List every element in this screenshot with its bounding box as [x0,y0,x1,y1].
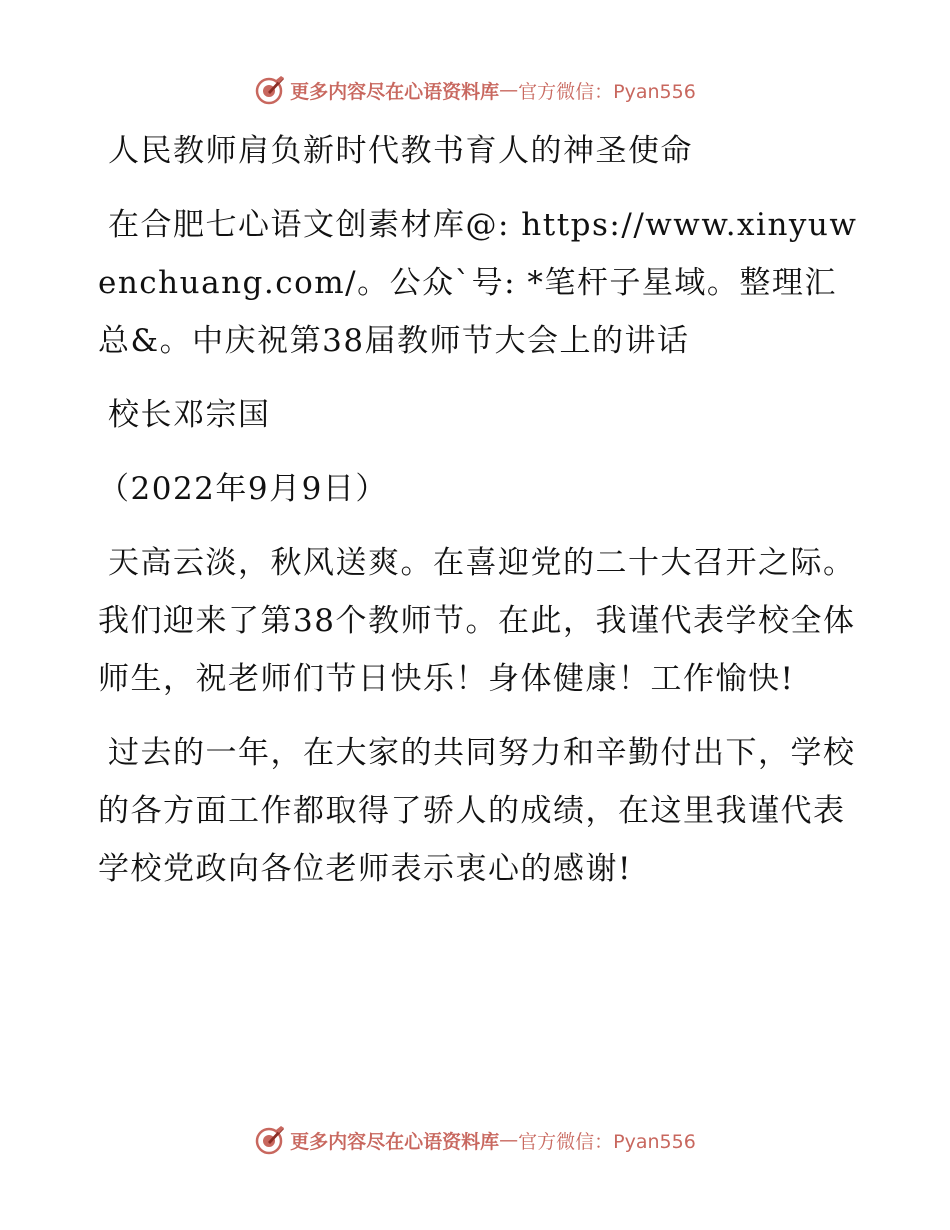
banner-main-text: 更多内容尽在心语资料库 [290,1130,500,1153]
banner-separator: — [499,1129,519,1151]
banner-wechat-text: 官方微信：Pyan556 [518,1130,696,1153]
paragraph-2: 过去的一年，在大家的共同努力和辛勤付出下，学校的各方面工作都取得了骄人的成绩，在这里我谨代表学校党政向各位老师表示衷心的感谢! [98,735,856,887]
footer-watermark-banner [0,1120,950,1160]
author-line: 校长邓宗国 [108,397,271,433]
header-watermark-banner [0,70,950,110]
quill-logo-icon [254,1124,286,1156]
banner-separator: — [499,79,519,101]
document-title: 人民教师肩负新时代教书育人的神圣使命 [108,133,693,169]
quill-logo-icon [254,74,286,106]
source-line: 在合肥七心语文创素材库@: https://www.xinyuwenchuang.com/。公众`号: *笔杆子星域。整理汇总&。中庆祝第38届教师节大会上的讲话 [98,207,858,359]
banner-wechat-text: 官方微信：Pyan556 [518,80,696,103]
paragraph-1: 天高云淡，秋风送爽。在喜迎党的二十大召开之际。我们迎来了第38个教师节。在此，我谨代表学校全体师生，祝老师们节日快乐！身体健康！工作愉快! [98,545,856,697]
banner-main-text: 更多内容尽在心语资料库 [290,80,500,103]
date-line: （2022年9月9日） [98,471,388,507]
document-body [98,122,858,914]
